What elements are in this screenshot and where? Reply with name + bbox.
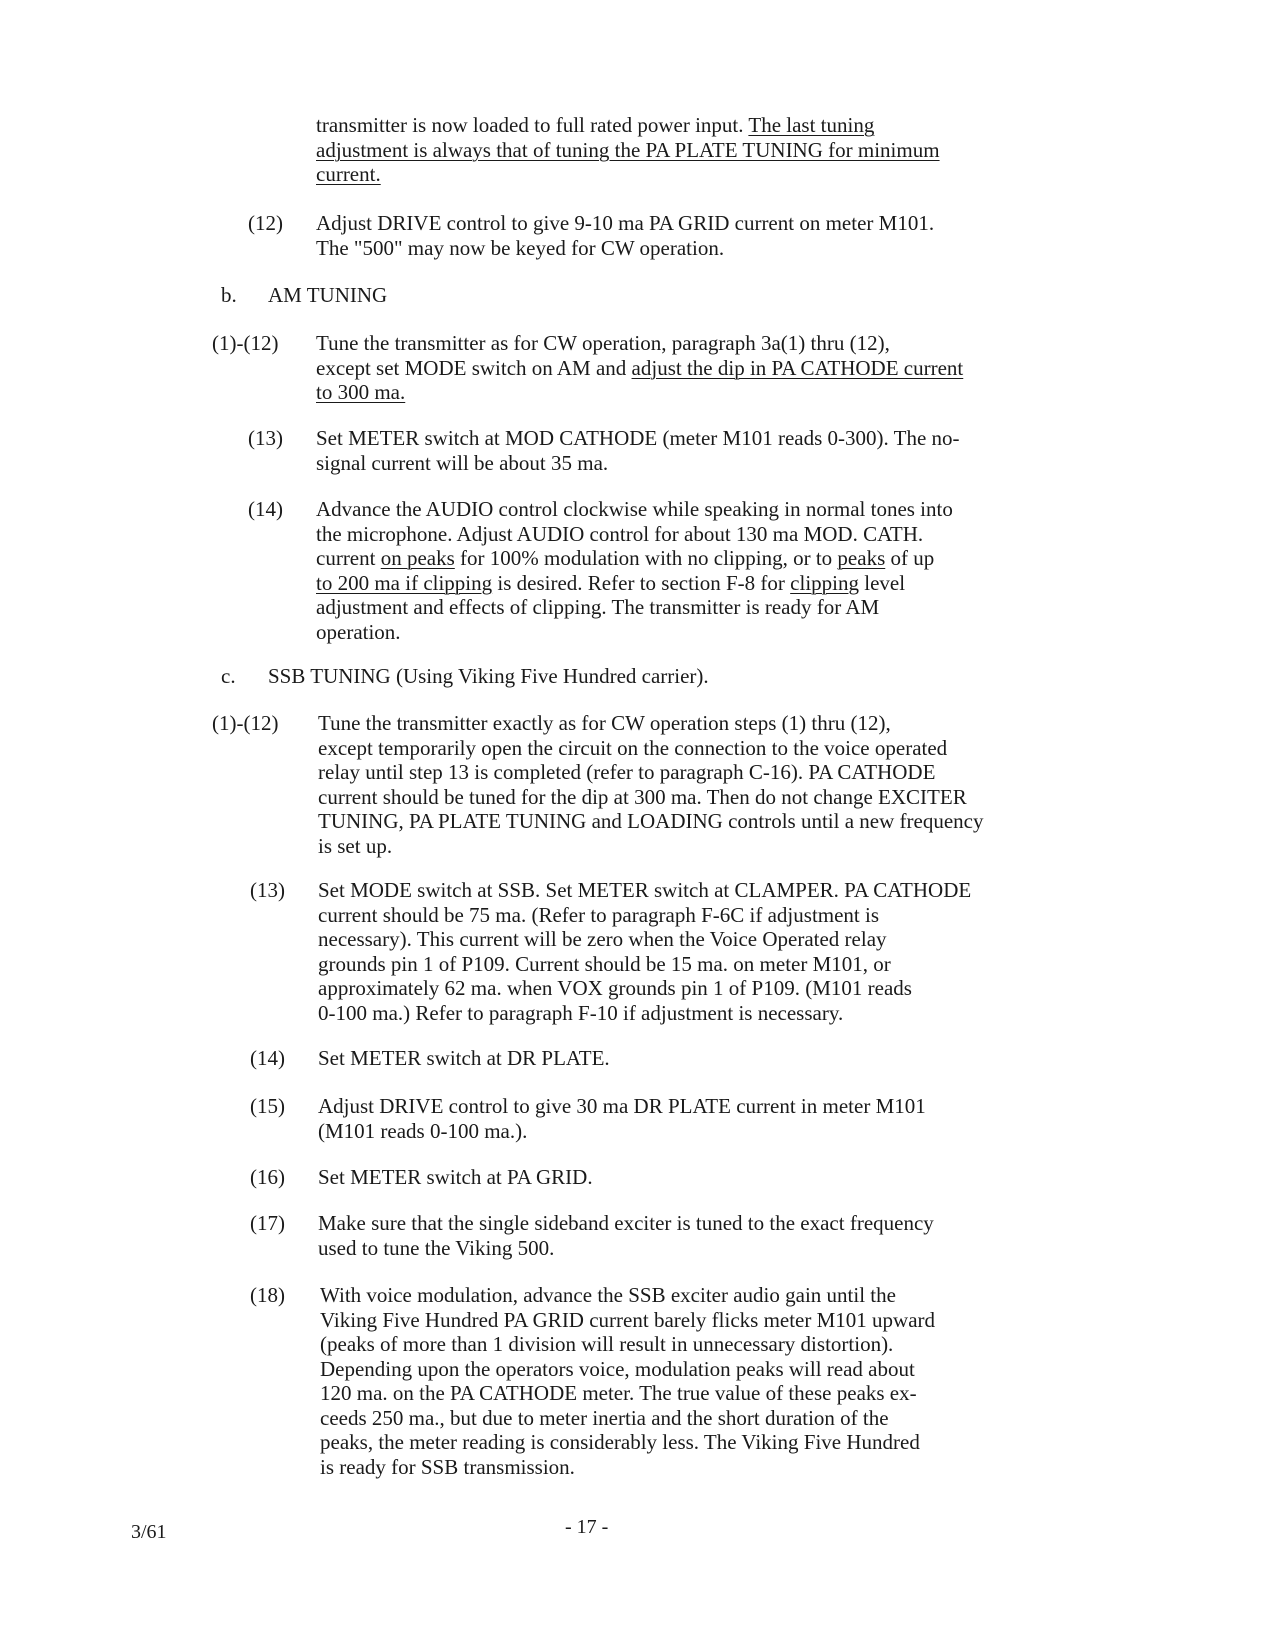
am-underline-dip: adjust the dip in PA CATHODE current [631, 355, 964, 380]
am-heading: AM TUNING [268, 283, 388, 307]
am-underline-300ma: to 300 ma. [316, 380, 406, 404]
am-step-1-12-text: Tune the transmitter as for CW operation, paragraph 3a(1) thru (12), except set MODE switch on AM and adjust the dip in PA CATHODE current to 300 ma. [316, 331, 964, 404]
cw-step-12-number: (12) [248, 211, 283, 235]
ssb-step-16-text: Set METER switch at PA GRID. [318, 1165, 593, 1189]
intro-line-1: transmitter is now loaded to full rated power input. The last tuning [316, 113, 875, 137]
ssb-step-1-12-text: Tune the transmitter exactly as for CW operation steps (1) thru (12), except temporarily open the circuit on the connection to the voice operated relay until step 13 is completed (refer to paragraph C-16). PA CATHODE current should be tuned for the dip at 300 ma. Then do not change EXCITER TUNING, PA PLATE TUNING and LOADING controls until a new frequency is set up. [318, 711, 984, 858]
am-step-13-number: (13) [248, 426, 283, 450]
page-number: - 17 - [565, 1516, 609, 1538]
am-step-13-text: Set METER switch at MOD CATHODE (meter M101 reads 0-300). The no- signal current will be about 35 ma. [316, 426, 960, 475]
ssb-step-13-text: Set MODE switch at SSB. Set METER switch at CLAMPER. PA CATHODE current should be 75 ma. (Refer to paragraph F-6C if adjustment is necessary). This current will be zero when the Voice Operated relay grounds pin 1 of P109. Current should be 15 ma. on meter M101, or approximately 62 ma. when VOX grounds pin 1 of P109. (M101 reads 0-100 ma.) Refer to paragraph F-10 if adjustment is necessary. [318, 878, 972, 1025]
intro-paragraph [316, 113, 940, 187]
ssb-step-14-number: (14) [250, 1046, 285, 1070]
ssb-step-15-number: (15) [250, 1094, 285, 1118]
am-step-14-text: Advance the AUDIO control clockwise while speaking in normal tones into the microphone. Adjust AUDIO control for about 130 ma MOD. CATH. current on peaks for 100% modulation with no clipping, or to peaks of up to 200 ma if clipping is desired. Refer to section F-8 for clipping level adjustment and effects of clipping. The transmitter is ready for AM operation. [316, 497, 953, 644]
footer-date: 3/61 [131, 1521, 167, 1543]
intro-line-3: current. [316, 162, 381, 186]
intro-line-2: adjustment is always that of tuning the PA PLATE TUNING for minimum [316, 137, 940, 162]
ssb-step-18-text: With voice modulation, advance the SSB exciter audio gain until the Viking Five Hundred PA GRID current barely flicks meter M101 upward (peaks of more than 1 division will result in unnecessary distortion). Depending upon the operators voice, modulation peaks will read about 120 ma. on the PA CATHODE meter. The true value of these peaks ex- ceeds 250 ma., but due to meter inertia and the short duration of the peaks, the meter reading is considerably less. The Viking Five Hundred is ready for SSB transmission. [320, 1283, 936, 1479]
ssb-heading-letter: c. [221, 664, 236, 688]
ssb-step-15-text: Adjust DRIVE control to give 30 ma DR PLATE current in meter M101 (M101 reads 0-100 ma.). [318, 1094, 926, 1143]
ssb-step-17-text: Make sure that the single sideband exciter is tuned to the exact frequency used to tune the Viking 500. [318, 1211, 934, 1260]
ssb-step-17-number: (17) [250, 1211, 285, 1235]
ssb-step-16-number: (16) [250, 1165, 285, 1189]
cw-step-12-text: Adjust DRIVE control to give 9-10 ma PA GRID current on meter M101. The "500" may now be keyed for CW operation. [316, 211, 935, 260]
intro-underline-1: The last tuning [748, 113, 875, 137]
am-step-14-number: (14) [248, 497, 283, 521]
ssb-step-14-text: Set METER switch at DR PLATE. [318, 1046, 610, 1070]
ssb-step-18-number: (18) [250, 1283, 285, 1307]
am-heading-letter: b. [221, 283, 237, 307]
am-step-1-12-number: (1)-(12) [212, 331, 279, 355]
ssb-step-1-12-number: (1)-(12) [212, 711, 279, 735]
ssb-heading: SSB TUNING (Using Viking Five Hundred carrier). [268, 664, 709, 688]
ssb-step-13-number: (13) [250, 878, 285, 902]
